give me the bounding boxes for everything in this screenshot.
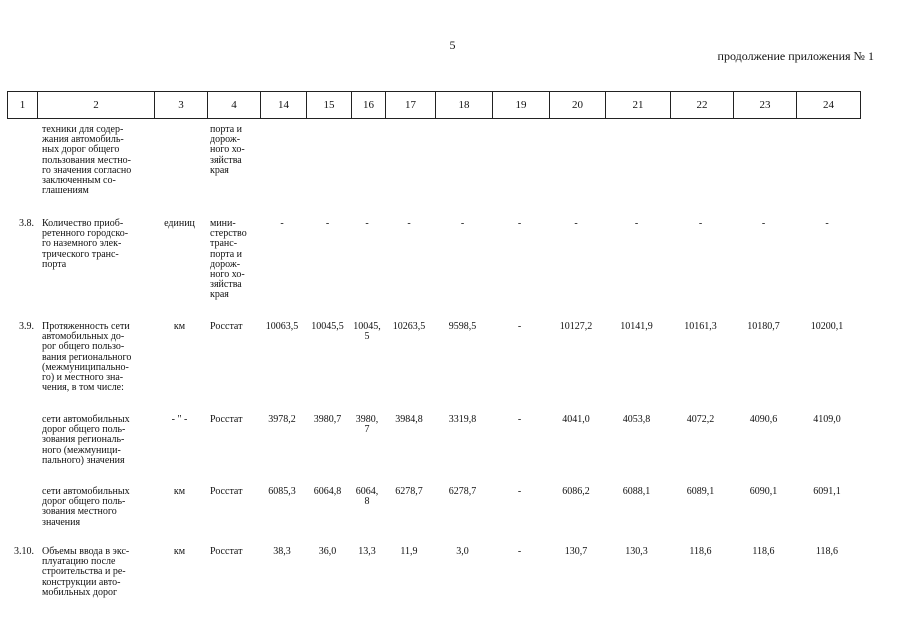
value-cell: 6085,3	[268, 486, 296, 497]
value-cell: 11,9	[400, 546, 418, 557]
value-cell: 118,6	[752, 546, 775, 557]
source-cell: Росстат	[210, 486, 243, 497]
value-cell: -	[825, 218, 829, 229]
header-cell: 23	[733, 92, 796, 118]
indicator-name: техники для содер- жания автомобиль- ных дорог общего пользования местно- го значения согласно заключенным со- глашениям	[42, 124, 132, 197]
value-cell: 10063,5	[265, 321, 299, 332]
value-cell: 10045, 5	[353, 321, 381, 343]
value-cell: 10161,3	[684, 321, 717, 332]
value-cell: 10127,2	[559, 321, 593, 332]
value-cell: -	[460, 218, 465, 229]
value-cell: 4090,6	[749, 414, 778, 425]
value-cell: -	[698, 218, 703, 229]
header-cell: 24	[796, 92, 860, 118]
row-number: 3.8.	[19, 218, 34, 229]
value-cell: 4072,2	[686, 414, 715, 425]
value-cell: 6086,2	[562, 486, 590, 497]
value-cell: 10200,1	[810, 321, 844, 332]
source-cell: Росстат	[210, 321, 243, 332]
value-cell: 6088,1	[622, 486, 651, 497]
value-cell: 6089,1	[686, 486, 715, 497]
header-cell: 16	[351, 92, 385, 118]
value-cell: 6278,7	[448, 486, 477, 497]
header-cell: 3	[154, 92, 207, 118]
value-cell: 6091,1	[813, 486, 841, 497]
header-cell: 4	[207, 92, 260, 118]
value-cell: 6064, 8	[355, 486, 379, 508]
value-cell: 36,0	[318, 546, 337, 557]
value-cell: 3319,8	[448, 414, 477, 425]
header-cell: 15	[306, 92, 351, 118]
value-cell: -	[634, 218, 639, 229]
header-cell: 22	[670, 92, 733, 118]
source-cell: Росстат	[210, 546, 243, 557]
row-number: 3.10.	[14, 546, 34, 557]
header-cell: 2	[37, 92, 154, 118]
value-cell: 10141,9	[620, 321, 653, 332]
value-cell: -	[407, 218, 411, 229]
value-cell: 4053,8	[622, 414, 651, 425]
value-cell: -	[365, 218, 369, 229]
continuation-caption: продолжение приложения № 1	[717, 49, 874, 63]
value-cell: 10263,5	[392, 321, 426, 332]
value-cell: 6064,8	[313, 486, 342, 497]
value-cell: -	[517, 414, 522, 425]
header-cell: 19	[492, 92, 549, 118]
value-cell: -	[761, 218, 766, 229]
value-cell: 38,3	[273, 546, 291, 557]
row-number: 3.9.	[19, 321, 34, 332]
header-cell: 18	[435, 92, 492, 118]
value-cell: -	[517, 546, 522, 557]
unit-cell: км	[173, 546, 186, 557]
table-header	[7, 91, 861, 119]
unit-cell: км	[173, 486, 186, 497]
indicator-name: сети автомобильных дорог общего поль- зования местного значения	[42, 486, 130, 528]
value-cell: 130,3	[625, 546, 648, 557]
indicator-name: сети автомобильных дорог общего поль- зования региональ- ного (межмуници- пального) значения	[42, 414, 130, 466]
value-cell: 3980,7	[313, 414, 342, 425]
source-cell: мини- стерство транс- порта и дорож- ного хо- зяйства края	[210, 218, 247, 301]
value-cell: 6090,1	[749, 486, 778, 497]
value-cell: 10045,5	[311, 321, 344, 332]
header-cell: 1	[19, 99, 26, 111]
header-cell: 17	[385, 92, 435, 118]
value-cell: 13,3	[358, 546, 376, 557]
source-cell: Росстат	[210, 414, 243, 425]
value-cell: 4041,0	[562, 414, 590, 425]
value-cell: -	[517, 321, 522, 332]
value-cell: 4109,0	[813, 414, 841, 425]
value-cell: 3,0	[456, 546, 469, 557]
source-cell: порта и дорож- ного хо- зяйства края	[210, 124, 245, 176]
value-cell: 130,7	[564, 546, 588, 557]
indicator-name: Объемы ввода в экс- плуатацию после строительства и ре- конструкции авто- мобильных дорог	[42, 546, 130, 598]
header-cell: 21	[605, 92, 670, 118]
unit-cell: - " -	[171, 414, 188, 425]
value-cell: 9598,5	[448, 321, 477, 332]
value-cell: 3980, 7	[355, 414, 379, 436]
value-cell: 10180,7	[747, 321, 780, 332]
value-cell: -	[574, 218, 578, 229]
indicator-name: Протяженность сети автомобильных до- рог общего пользо- вания регионального (межмуниципально- го) и местного зна- чения, в том числе:	[42, 321, 132, 394]
header-cell: 14	[260, 92, 306, 118]
value-cell: -	[280, 218, 284, 229]
value-cell: 118,6	[815, 546, 839, 557]
indicator-name: Количество приоб- ретенного городско- го наземного элек- трического транс- порта	[42, 218, 129, 270]
value-cell: -	[325, 218, 330, 229]
page-number: 5	[449, 38, 456, 52]
value-cell: 3984,8	[395, 414, 423, 425]
value-cell: 6278,7	[395, 486, 423, 497]
header-cell: 20	[549, 92, 605, 118]
unit-cell: единиц	[164, 218, 195, 229]
value-cell: -	[517, 486, 522, 497]
unit-cell: км	[173, 321, 186, 332]
value-cell: -	[517, 218, 522, 229]
value-cell: 3978,2	[268, 414, 296, 425]
value-cell: 118,6	[689, 546, 712, 557]
